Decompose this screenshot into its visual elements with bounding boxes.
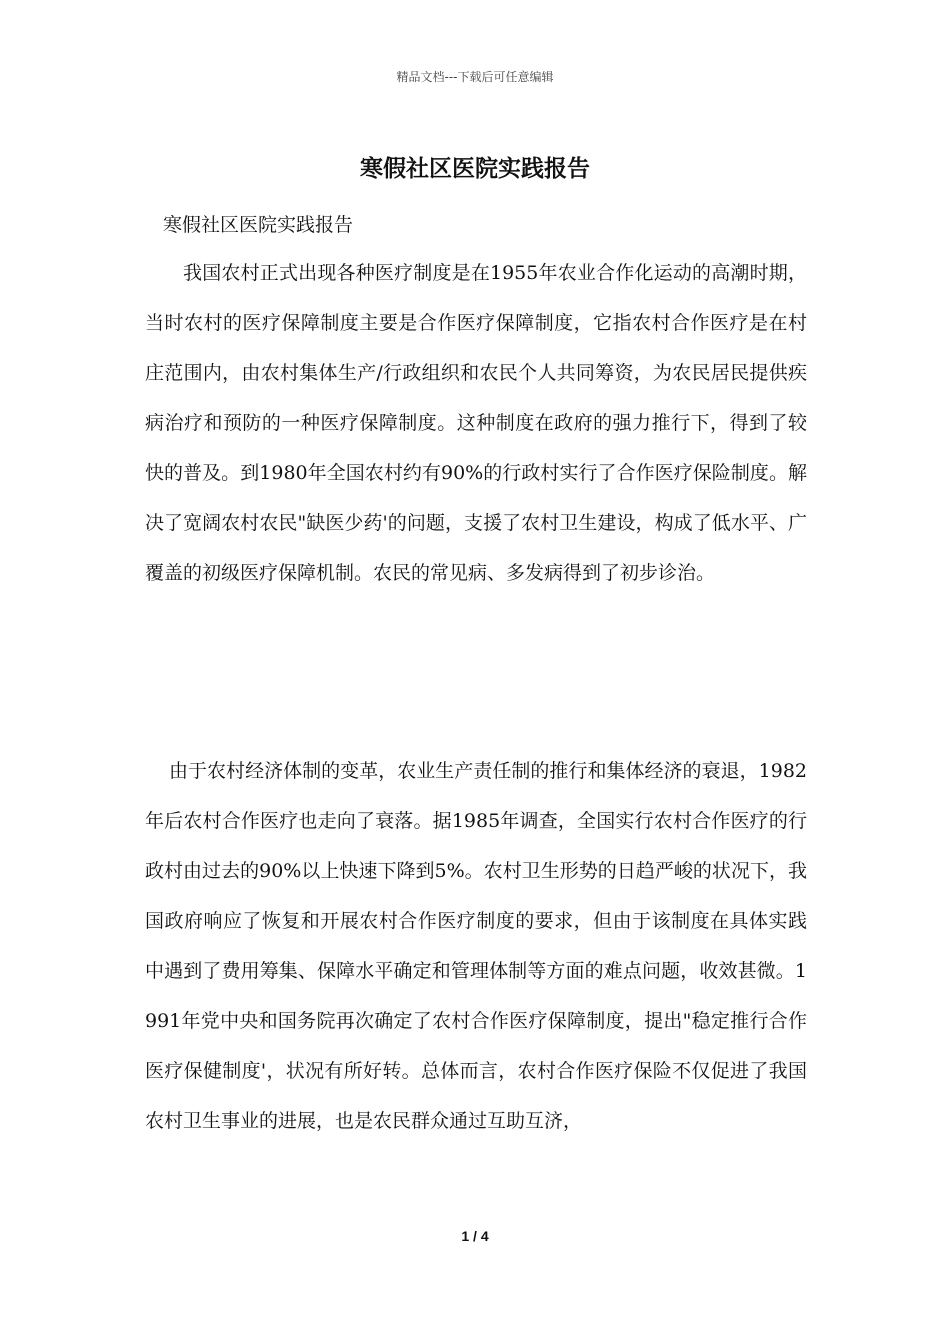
body-paragraph-1: 我国农村正式出现各种医疗制度是在1955年农业合作化运动的高潮时期，当时农村的医疗保障制度主要是合作医疗保障制度，它指农村合作医疗是在村庄范围内，由农村集体生产/行政组织和农民个人共同筹资，为农民居民提供疾病治疗和预防的一种医疗保障制度。这种制度在政府的强力推行下，得到了较快的普及。到1980年全国农村约有90%的行政村实行了合作医疗保险制度。解决了宽阔农村农民"缺医少药'的问题，支援了农村卫生建设，构成了低水平、广覆盖的初级医疗保障机制。农民的常见病、多发病得到了初步诊治。 [145,262,807,584]
header-note: 精品文档---下载后可任意编辑 [396,70,554,84]
document-subtitle: 寒假社区医院实践报告 [163,214,354,236]
body-paragraph-2: 由于农村经济体制的变革，农业生产责任制的推行和集体经济的衰退，1982年后农村合作医疗也走向了衰落。据1985年调查，全国实行农村合作医疗的行政村由过去的90%以上快速下降到5%。农村卫生形势的日趋严峻的状况下，我国政府响应了恢复和开展农村合作医疗制度的要求，但由于该制度在具体实践中遇到了费用筹集、保障水平确定和管理体制等方面的难点问题，收效甚微。1991年党中央和国务院再次确定了农村合作医疗保障制度，提出"稳定推行合作医疗保健制度'，状况有所好转。总体而言，农村合作医疗保险不仅促进了我国农村卫生事业的进展，也是农民群众通过互助互济， [145,760,807,1132]
page-number: 1 / 4 [461,1228,489,1244]
document-title: 寒假社区医院实践报告 [360,155,590,182]
